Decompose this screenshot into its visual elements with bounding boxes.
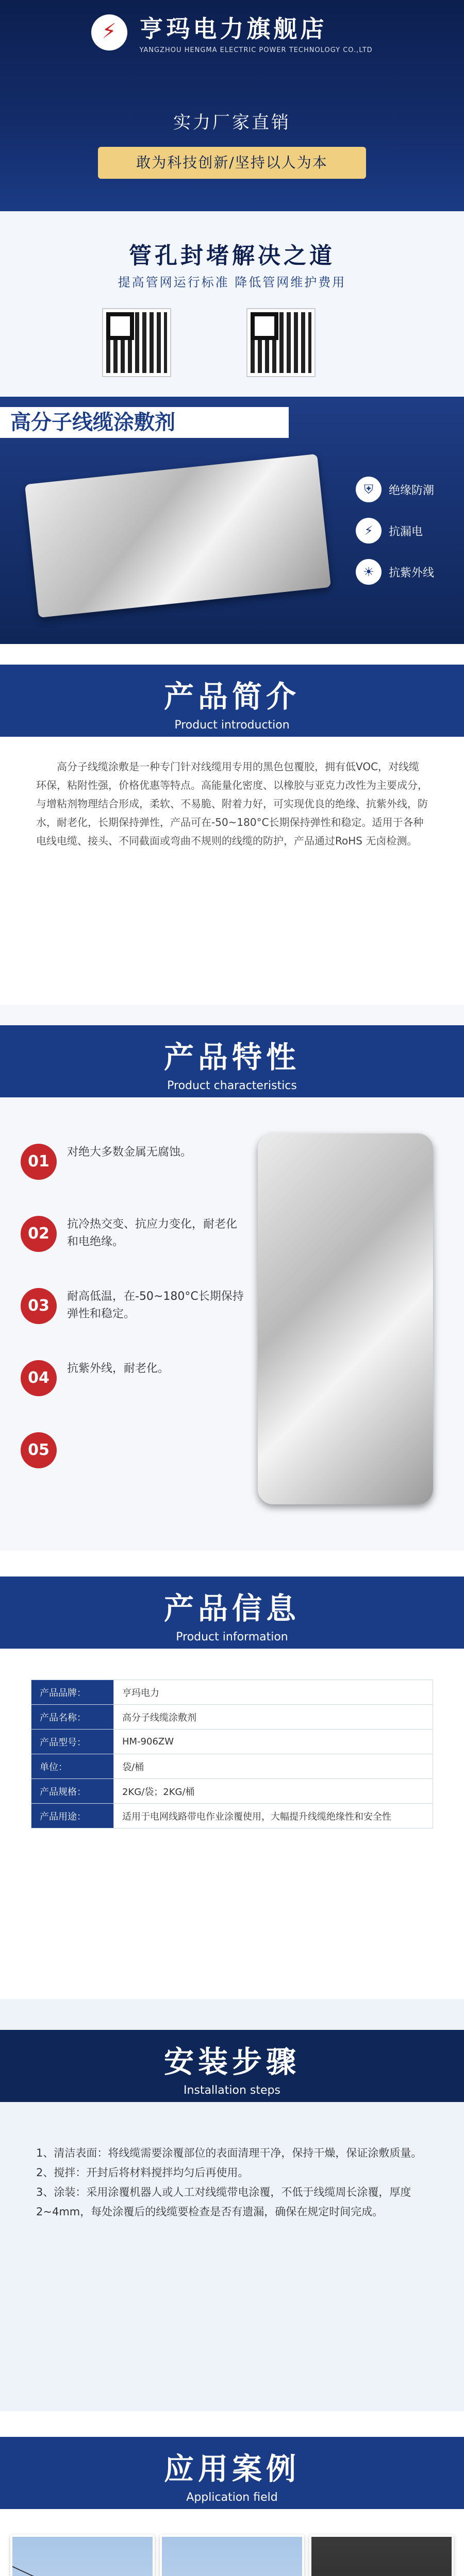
hero-feature-label: 抗漏电 [389, 525, 423, 538]
info-key: 产品用途： [31, 1804, 114, 1828]
hero-feature-label: 抗紫外线 [389, 566, 435, 580]
info-heading [0, 1577, 464, 1649]
info-value: 适用于电网线路带电作业涂覆使用，大幅提升线缆绝缘性和安全性 [114, 1804, 433, 1828]
product-hero [0, 397, 464, 644]
hero-feature-3 [356, 556, 434, 587]
characteristic-text: 抗冷热交变、抗应力变化，耐老化和电绝缘。 [67, 1218, 238, 1248]
installation-step: 3、涂装：采用涂覆机器人或人工对线缆带电涂覆，不低于线缆周长涂覆，厚度2~4mm，每处涂覆后的线缆要检查是否有遗漏，确保在规定时间完成。 [36, 2186, 411, 2218]
installation-heading [0, 2030, 464, 2102]
section-title: 安装步骤 [163, 2044, 300, 2079]
characteristic-number: 04 [21, 1360, 57, 1396]
characteristic-item-3 [21, 1283, 247, 1345]
installation-steps [36, 2143, 428, 2222]
characteristic-number: 02 [21, 1216, 57, 1252]
table-row [31, 1705, 433, 1730]
characteristic-text: 耐高低温，在-50~180°C长期保持弹性和稳定。 [67, 1290, 244, 1320]
table-row [31, 1754, 433, 1779]
characteristic-item-5 [21, 1427, 247, 1489]
section-title: 应用案例 [163, 2451, 300, 2486]
characteristic-number: 03 [21, 1288, 57, 1324]
info-key: 单位： [31, 1754, 114, 1779]
info-key: 产品名称： [31, 1705, 114, 1730]
brand-block [0, 10, 464, 54]
characteristics-heading [0, 1025, 464, 1097]
table-row [31, 1680, 433, 1705]
product-bag-image [258, 1133, 433, 1504]
hero-feature-label: 绝缘防潮 [389, 484, 435, 497]
installation-step: 1、清洁表面：将线缆需要涂覆部位的表面清理干净，保持干燥，保证涂敷质量。 [36, 2147, 422, 2159]
info-key: 产品品牌： [31, 1680, 114, 1705]
section-title: 产品信息 [163, 1591, 300, 1626]
cases-heading [0, 2437, 464, 2509]
characteristic-item-1 [21, 1139, 247, 1200]
intro-heading [0, 665, 464, 737]
hero-feature-1 [356, 474, 434, 505]
shield-icon: ⛨ [356, 477, 382, 502]
brand-english-name: YANGZHOU HENGMA ELECTRIC POWER TECHNOLOGY CO.,LTD [139, 46, 373, 54]
characteristic-number: 01 [21, 1144, 57, 1180]
info-key: 产品规格： [31, 1779, 114, 1804]
banner-tagline: 敢为科技创新/坚持以人为本 [98, 147, 366, 179]
solution-title: 管孔封堵解决之道 [129, 243, 335, 269]
section-title: 产品简介 [163, 679, 300, 714]
table-row [31, 1730, 433, 1754]
section-title: 产品特性 [163, 1040, 300, 1075]
table-row [31, 1779, 433, 1804]
case-photo-2 [160, 2535, 304, 2576]
qr-code-left-icon[interactable] [103, 309, 170, 376]
product-intro-section [0, 644, 464, 1005]
sun-icon: ☀ [356, 559, 382, 585]
case-photo-3 [309, 2535, 454, 2576]
installation-section [0, 1999, 464, 2411]
info-key: 产品型号： [31, 1730, 114, 1754]
banner-slogan: 实力厂家直销 [173, 112, 291, 133]
characteristic-text: 抗紫外线，耐老化。 [67, 1362, 170, 1375]
product-info-section [0, 1551, 464, 1999]
info-value: 亨玛电力 [114, 1680, 433, 1705]
characteristic-text: 对绝大多数金属无腐蚀。 [67, 1146, 192, 1159]
table-row [31, 1804, 433, 1828]
section-subtitle: Product information [176, 1631, 288, 1643]
section-subtitle: Installation steps [184, 2084, 280, 2097]
characteristic-item-2 [21, 1211, 247, 1273]
info-value: 袋/桶 [114, 1754, 433, 1779]
info-value: 2KG/袋；2KG/桶 [114, 1779, 433, 1804]
brand-logo-icon [91, 14, 127, 50]
brand-name: 亨玛电力旗舰店 [139, 15, 327, 43]
intro-body-text: 高分子线缆涂敷是一种专门针对线缆用专用的黑色包覆胶，拥有低VOC，对线缆环保，粘附性强，价格优惠等特点。高能量化密度、以橡胶与亚克力改性为主要成分，与增粘剂物理结合形成，柔软、不易脆、附着力好，可实现优良的绝缘、抗紫外线，防水，耐老化，长期保持弹性，产品可在-50~180°C长期保持弹性和稳定。适用于各种电线电缆、接头、不同截面或弯曲不规则的线缆的防护，产品通过RoHS 无卤检测。 [36, 760, 428, 847]
product-bag-image [25, 454, 331, 618]
info-value: 高分子线缆涂敷剂 [114, 1705, 433, 1730]
case-photo-1 [10, 2535, 155, 2576]
store-banner [0, 0, 464, 211]
hero-feature-2 [356, 515, 423, 546]
section-subtitle: Application field [186, 2491, 278, 2504]
product-characteristics-section [0, 1005, 464, 1551]
installation-step: 2、搅拌：开封后将材料搅拌均匀后再使用。 [36, 2166, 249, 2179]
solution-subtitle: 提高管网运行标准 降低管网维护费用 [118, 275, 346, 290]
info-value: HM-906ZW [114, 1730, 433, 1754]
characteristic-item-4 [21, 1355, 247, 1417]
bolt-icon: ⚡ [356, 518, 382, 544]
application-cases-section [0, 2411, 464, 2576]
qr-code-right-icon[interactable] [247, 309, 314, 376]
product-info-table [31, 1680, 433, 1828]
section-subtitle: Product introduction [174, 719, 290, 732]
characteristic-number: 05 [21, 1432, 57, 1468]
solution-section [0, 211, 464, 397]
section-subtitle: Product characteristics [167, 1079, 297, 1092]
hero-title: 高分子线缆涂敷剂 [0, 407, 289, 438]
